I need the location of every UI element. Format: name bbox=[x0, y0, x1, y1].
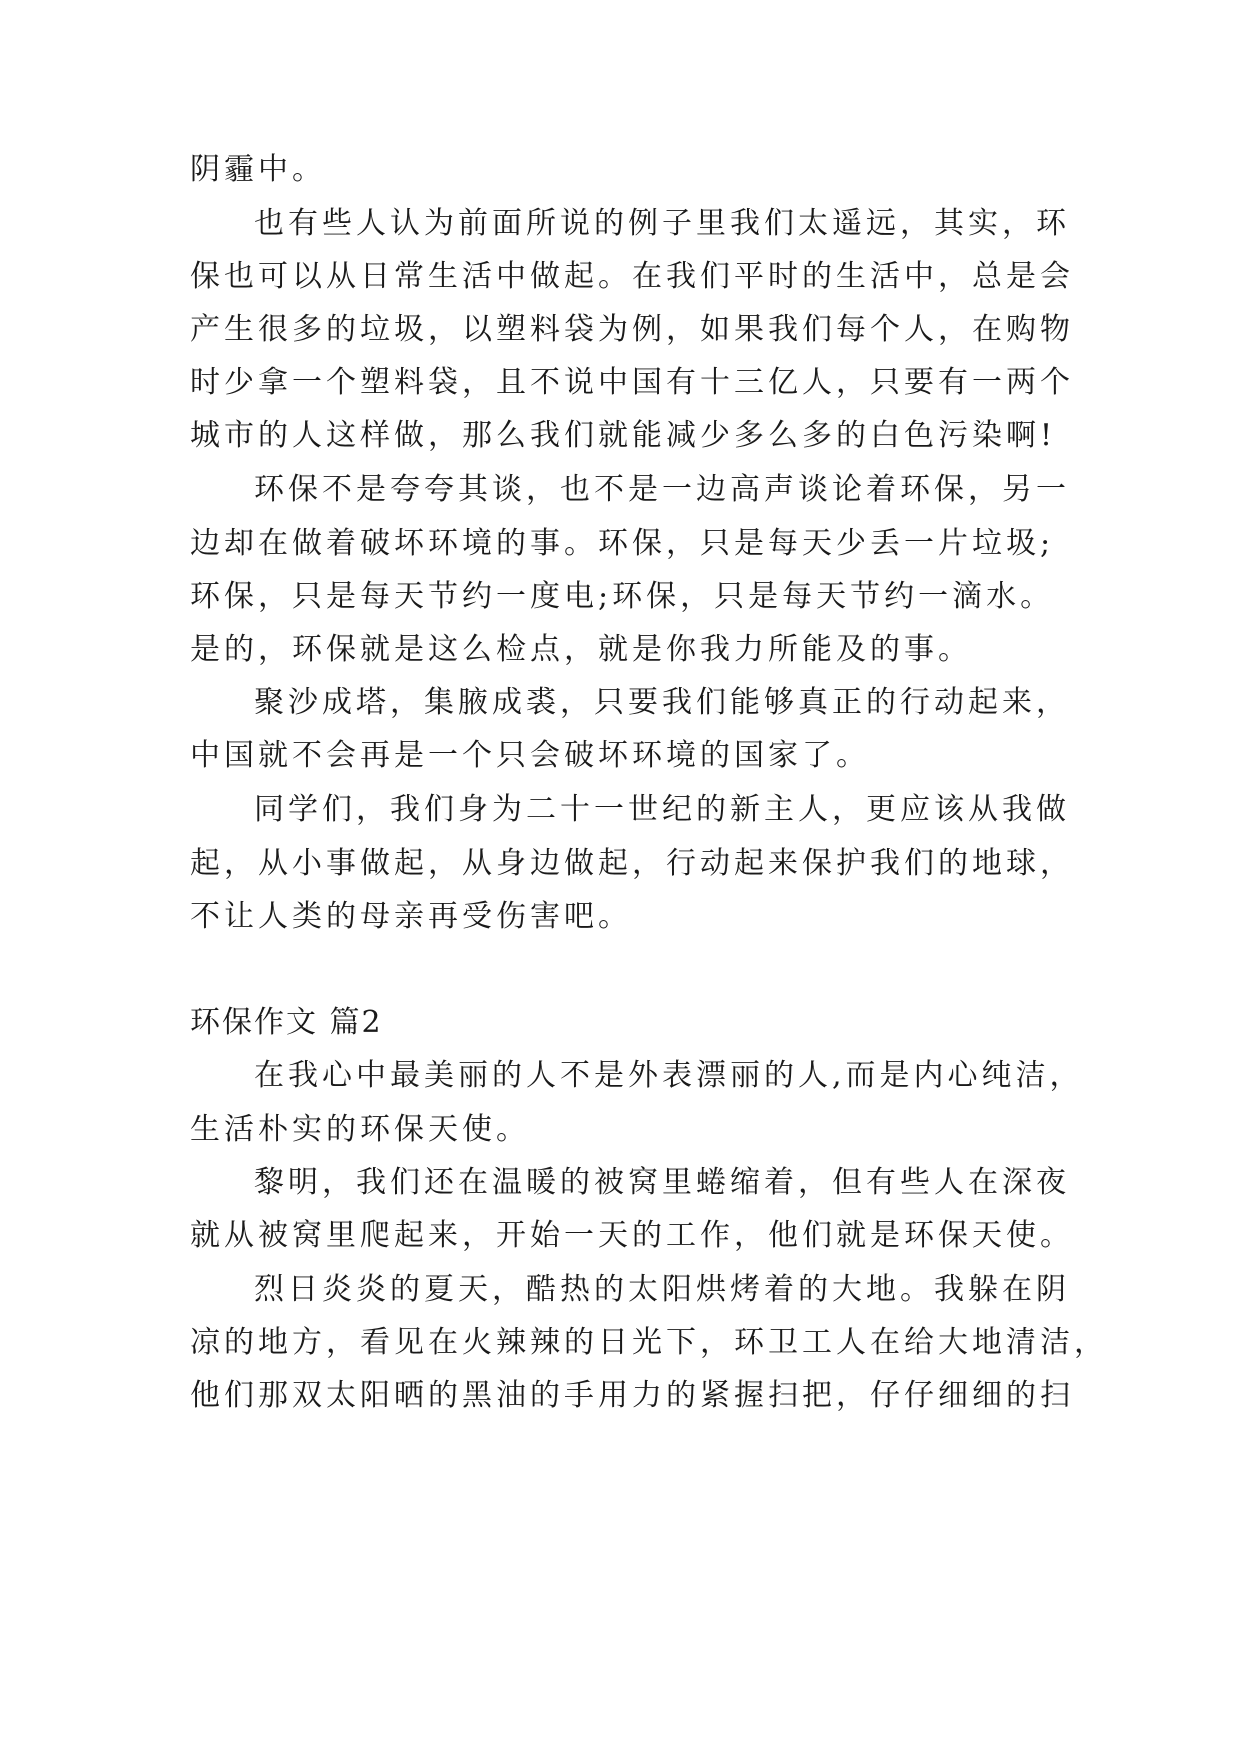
text-line: 凉的地方，看见在火辣辣的日光下，环卫工人在给大地清洁， bbox=[190, 1325, 1108, 1360]
text-line: 保也可以从日常生活中做起。在我们平时的生活中，总是会 bbox=[190, 259, 1074, 294]
text-line: 他们那双太阳晒的黑油的手用力的紧握扫把，仔仔细细的扫 bbox=[190, 1378, 1074, 1413]
text-line: 起，从小事做起，从身边做起，行动起来保护我们的地球， bbox=[190, 846, 1074, 881]
text-line: 边却在做着破坏环境的事。环保，只是每天少丢一片垃圾; bbox=[190, 526, 1055, 561]
paragraph-first-line: 烈日炎炎的夏天，酷热的太阳烘烤着的大地。我躲在阴 bbox=[254, 1272, 1070, 1307]
text-line: 生活朴实的环保天使。 bbox=[190, 1112, 530, 1147]
paragraph-first-line: 聚沙成塔，集腋成裘，只要我们能够真正的行动起来， bbox=[254, 685, 1070, 720]
paragraph-first-line: 同学们，我们身为二十一世纪的新主人，更应该从我做 bbox=[254, 792, 1070, 827]
text-line: 中国就不会再是一个只会破坏环境的国家了。 bbox=[190, 738, 870, 773]
paragraph-first-line: 在我心中最美丽的人不是外表漂丽的人,而是内心纯洁， bbox=[254, 1058, 1084, 1093]
text-line: 就从被窝里爬起来，开始一天的工作，他们就是环保天使。 bbox=[190, 1218, 1074, 1253]
paragraph-first-line: 也有些人认为前面所说的例子里我们太遥远，其实，环 bbox=[254, 206, 1070, 241]
paragraph-first-line: 黎明，我们还在温暖的被窝里蜷缩着，但有些人在深夜 bbox=[254, 1165, 1070, 1200]
text-line: 不让人类的母亲再受伤害吧。 bbox=[190, 899, 632, 934]
text-line: 产生很多的垃圾，以塑料袋为例，如果我们每个人，在购物 bbox=[190, 312, 1074, 347]
text-line: 时少拿一个塑料袋，且不说中国有十三亿人，只要有一两个 bbox=[190, 365, 1074, 400]
paragraph-first-line: 环保不是夸夸其谈，也不是一边高声谈论着环保，另一 bbox=[254, 472, 1070, 507]
text-line: 城市的人这样做，那么我们就能减少多么多的白色污染啊! bbox=[190, 418, 1057, 453]
text-line: 阴霾中。 bbox=[190, 152, 326, 187]
text-line: 环保，只是每天节约一度电;环保，只是每天节约一滴水。 bbox=[190, 579, 1055, 614]
text-line: 是的，环保就是这么检点，就是你我力所能及的事。 bbox=[190, 632, 972, 667]
section-heading: 环保作文 篇2 bbox=[190, 1005, 383, 1040]
